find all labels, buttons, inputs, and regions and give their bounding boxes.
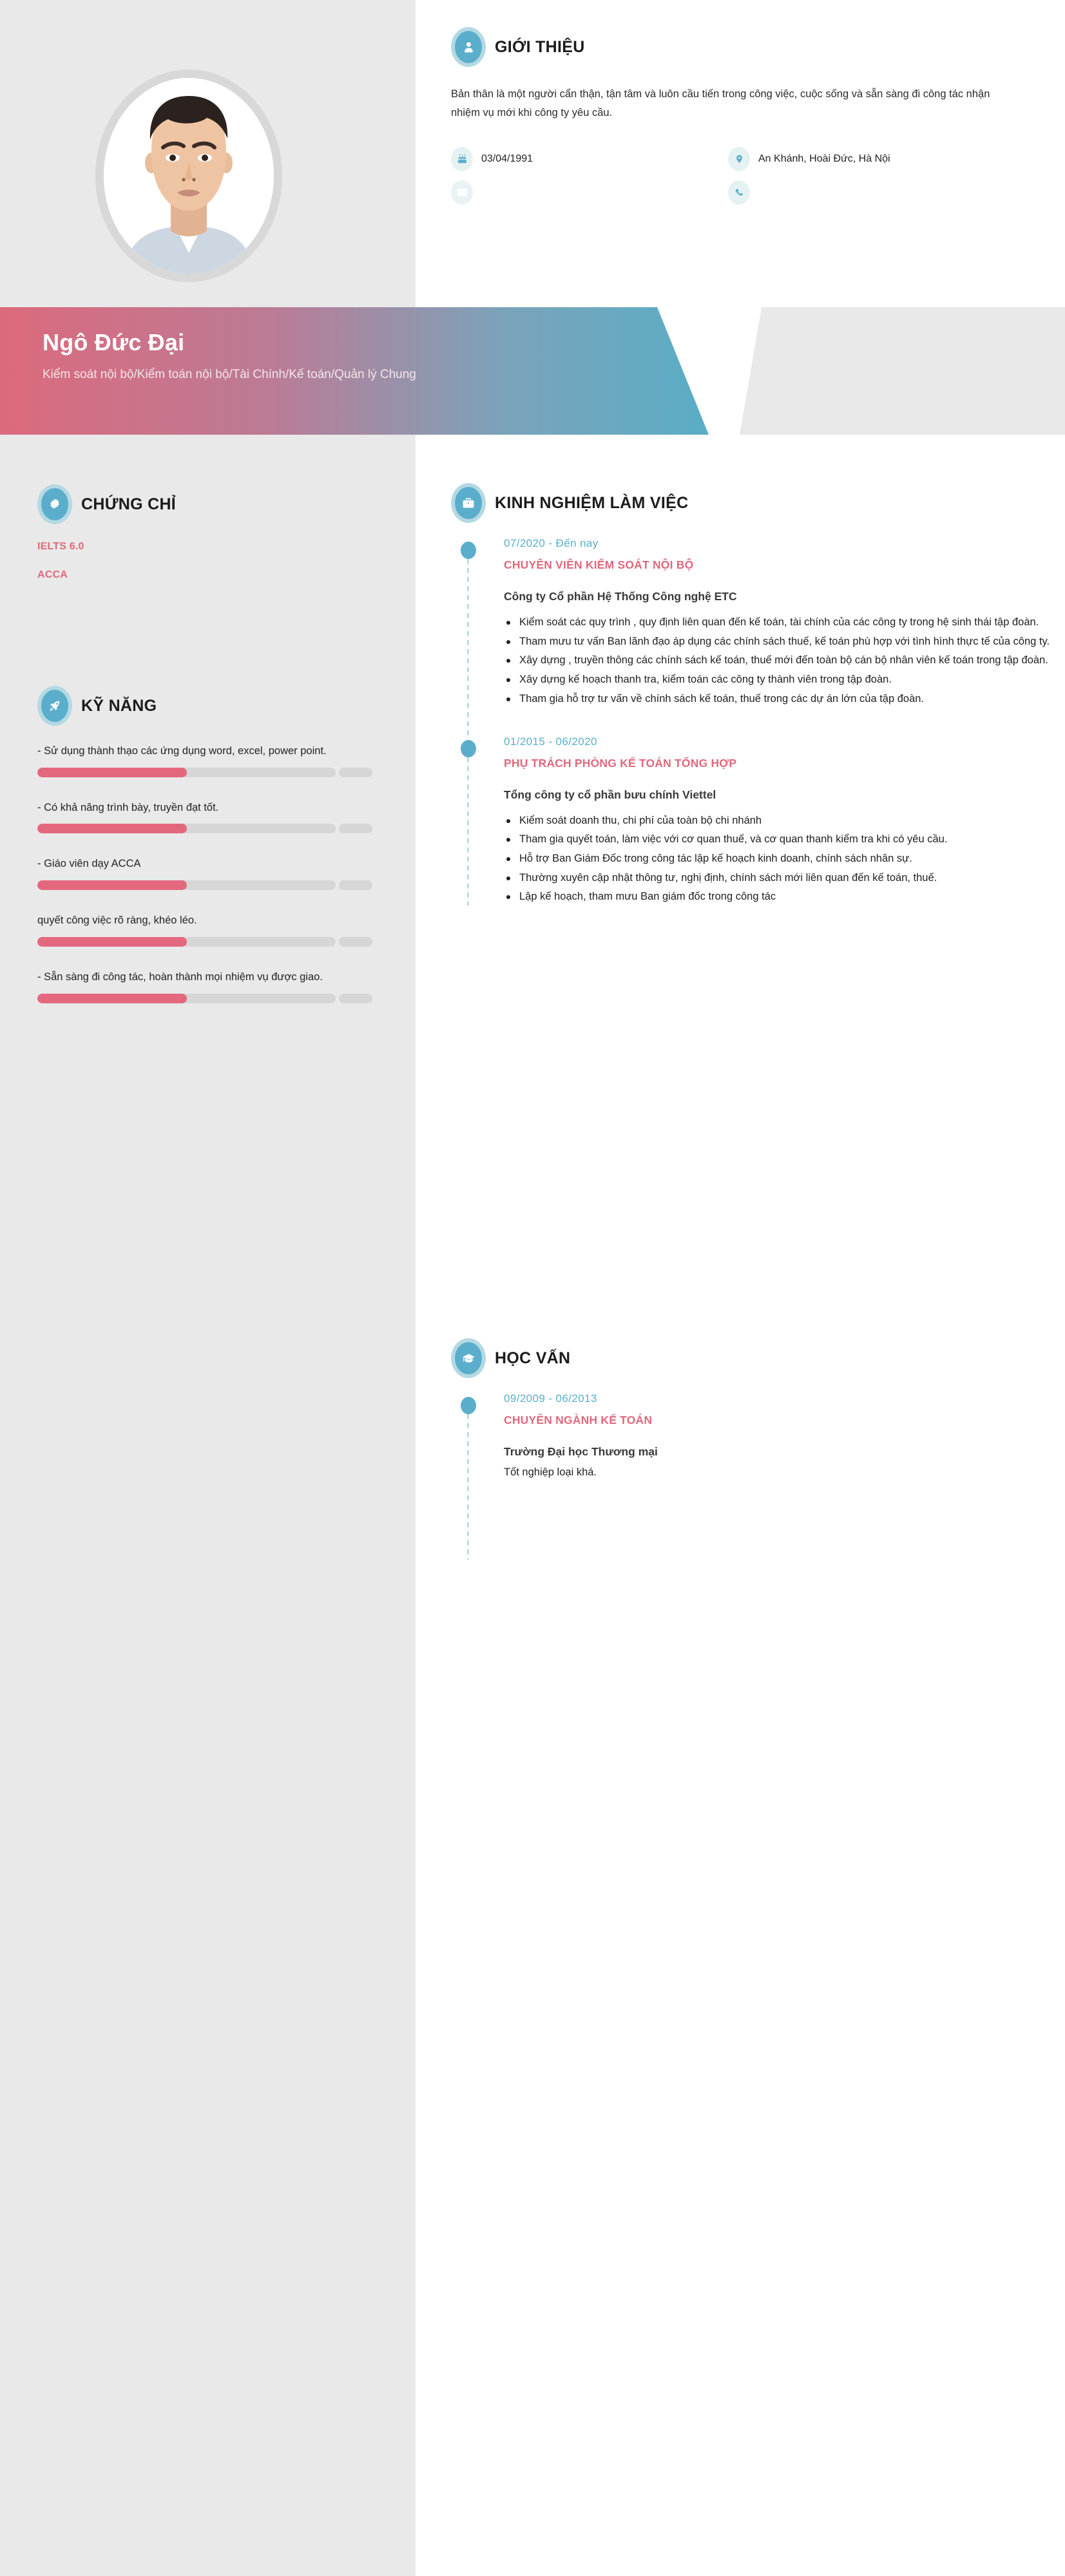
- intro-title: GIỚI THIỆU: [495, 37, 585, 56]
- list-item: IELTS 6.0: [37, 541, 84, 552]
- section-skills: [37, 686, 372, 1025]
- list-item: Kiểm soát doanh thu, chi phí của toàn bộ chi nhánh: [504, 812, 1063, 829]
- email-glyph: [457, 188, 468, 196]
- experience-entry: [451, 537, 1063, 735]
- location-pin-icon: [728, 147, 750, 171]
- skill-bar-tail: [339, 880, 372, 890]
- skill-bar-fill: [37, 937, 187, 947]
- experience-bullets: [504, 614, 1063, 708]
- briefcase-glyph: [462, 497, 475, 509]
- timeline-dot-icon: [461, 1397, 476, 1414]
- graduation-cap-icon: [451, 1338, 486, 1378]
- skill-label: quyết công việc rõ ràng, khéo léo.: [37, 914, 197, 927]
- graduation-cap-icon-inner: [455, 1342, 482, 1374]
- skill-bar: [37, 994, 372, 1003]
- experience-entry: [451, 735, 1063, 906]
- address-value: An Khánh, Hoài Đức, Hà Nội: [758, 153, 890, 164]
- skill-bar-tail: [339, 768, 372, 777]
- experience-header: [451, 483, 1063, 523]
- user-glyph: [462, 40, 475, 55]
- skill-bar-track: [37, 937, 336, 947]
- certificate-badge-icon-inner: [41, 488, 68, 520]
- skill-bar-fill: [37, 994, 187, 1003]
- skill-bar: [37, 937, 372, 947]
- list-item: [37, 799, 372, 834]
- experience-bullets: [504, 812, 1063, 906]
- timeline-line: [467, 559, 469, 735]
- profile-role: Kiểm soát nội bộ/Kiểm toán nội bộ/Tài Chính/Kế toán/Quản lý Chung: [43, 368, 416, 381]
- banner-text-block: [43, 328, 558, 384]
- list-item: Tham mưu tư vấn Ban lãnh đạo áp dụng các chính sách thuế, kế toán phù hợp với tình hình thực tế của công ty.: [504, 633, 1063, 650]
- list-item: Tham gia hỗ trợ tư vấn về chính sách kế toán, thuế trong các dự án lớn của tập đoàn.: [504, 690, 1063, 708]
- experience-org: Công ty Cổ phần Hệ Thống Công nghệ ETC: [504, 590, 737, 603]
- skill-label: - Sử dụng thành thạo các ứng dụng word, excel, power point.: [37, 745, 327, 757]
- skill-bar-track: [37, 824, 336, 833]
- rosette-glyph: [48, 498, 61, 511]
- list-item: [37, 855, 372, 890]
- skill-list: [37, 743, 372, 1003]
- timeline-dot-icon: [461, 542, 476, 559]
- avatar-image: [104, 78, 274, 274]
- skill-bar-fill: [37, 768, 187, 777]
- education-header: [451, 1338, 1063, 1378]
- experience-role: CHUYÊN VIÊN KIỂM SOÁT NỘI BỘ: [504, 558, 694, 571]
- user-icon-inner: [455, 31, 482, 63]
- user-icon: [451, 27, 486, 67]
- list-item: Xây dựng , truyền thông các chính sách kế toán, thuế mới đến toàn bộ cán bộ nhân viên kế toán trong tập đoàn.: [504, 652, 1063, 669]
- list-item: Lập kế hoạch, tham mưu Ban giám đốc trong công tác: [504, 888, 1063, 905]
- timeline-line: [467, 757, 469, 906]
- experience-timeline: [451, 537, 1063, 905]
- experience-org: Tổng công ty cổ phần bưu chính Viettel: [504, 788, 716, 801]
- intro-body: Bản thân là một người cẩn thận, tận tâm và luôn cầu tiến trong công việc, cuộc sống và sẵn sàng đi công tác nhận nhiệm vụ mới khi công ty yêu cầu.: [451, 88, 990, 118]
- experience-title: KINH NGHIỆM LÀM VIỆC: [495, 493, 689, 512]
- timeline-dot-icon: [461, 740, 476, 757]
- certificates-header: [37, 484, 372, 524]
- skill-bar-track: [37, 768, 336, 777]
- list-item: [37, 912, 372, 947]
- experience-role: PHỤ TRÁCH PHÒNG KẾ TOÁN TỔNG HỢP: [504, 756, 737, 770]
- timeline-line: [467, 1414, 469, 1560]
- education-entry: [451, 1392, 1063, 1586]
- skill-bar-tail: [339, 994, 372, 1003]
- skill-label: - Giáo viên dạy ACCA: [37, 858, 141, 870]
- contact-birthday: [451, 147, 728, 171]
- skill-label: - Có khả năng trình bày, truyền đạt tốt.: [37, 801, 219, 813]
- skill-bar-fill: [37, 824, 187, 833]
- cake-glyph: [457, 153, 468, 164]
- rocket-glyph: [48, 699, 61, 712]
- briefcase-icon-inner: [455, 487, 482, 519]
- skill-bar-track: [37, 880, 336, 890]
- experience-date: 07/2020 - Đến nay: [504, 537, 599, 549]
- list-item: Hỗ trợ Ban Giám Đốc trong công tác lập kế hoạch kinh doanh, chính sách nhân sự.: [504, 850, 1063, 867]
- list-item: Thường xuyên cập nhật thông tư, nghị định, chính sách mới liên quan đến kế toán, thuế.: [504, 869, 1063, 887]
- graduation-glyph: [462, 1352, 475, 1365]
- list-item: ACCA: [37, 569, 68, 580]
- section-experience: [451, 483, 1063, 907]
- contact-email: [451, 180, 728, 205]
- skill-bar: [37, 768, 372, 777]
- skill-bar: [37, 880, 372, 890]
- page-title: Ngô Đức Đại: [43, 329, 185, 355]
- list-item: Kiểm soát các quy trình , quy định liên quan đến kế toán, tài chính của các công ty trong hệ sinh thái tập đoàn.: [504, 614, 1063, 631]
- list-item: [37, 743, 372, 777]
- skills-title: KỸ NĂNG: [81, 696, 157, 715]
- skill-bar-fill: [37, 880, 187, 890]
- education-role: CHUYÊN NGÀNH KẾ TOÁN: [504, 1414, 653, 1426]
- rocket-icon: [37, 686, 72, 726]
- section-certificates: [37, 484, 372, 598]
- experience-date: 01/2015 - 06/2020: [504, 735, 597, 748]
- list-item: Tham gia quyết toán, làm việc với cơ quan thuế, và cơ quan thanh kiểm tra khi có yêu cầu.: [504, 831, 1063, 848]
- skill-bar: [37, 824, 372, 833]
- phone-glyph: [734, 187, 744, 198]
- rocket-icon-inner: [41, 690, 68, 722]
- email-icon: [451, 180, 473, 205]
- skills-header: [37, 686, 372, 726]
- education-timeline: [451, 1392, 1063, 1586]
- birthday-value: 03/04/1991: [481, 153, 533, 164]
- contact-phone: [728, 180, 1005, 205]
- contact-address: [728, 147, 1005, 171]
- briefcase-icon: [451, 483, 486, 523]
- portrait-illustration: [104, 78, 274, 274]
- education-date: 09/2009 - 06/2013: [504, 1392, 597, 1405]
- skill-bar-tail: [339, 937, 372, 947]
- intro-header: [451, 27, 1034, 67]
- list-item: Xây dựng kế hoạch thanh tra, kiểm toán các công ty thành viên trong tập đoàn.: [504, 671, 1063, 688]
- phone-icon: [728, 180, 750, 205]
- section-education: [451, 1338, 1063, 1586]
- list-item: [37, 969, 372, 1003]
- certificate-list: [37, 541, 372, 581]
- skill-label: - Sẵn sàng đi công tác, hoàn thành mọi nhiệm vụ được giao.: [37, 971, 323, 983]
- section-intro: [451, 27, 1034, 205]
- certificate-badge-icon: [37, 484, 72, 524]
- contact-list: [451, 147, 1034, 205]
- education-note: Tốt nghiệp loại khá.: [504, 1466, 597, 1478]
- skill-bar-tail: [339, 824, 372, 833]
- education-title: HỌC VẤN: [495, 1349, 571, 1367]
- pin-glyph: [734, 153, 744, 165]
- certificates-title: CHỨNG CHỈ: [81, 495, 177, 513]
- skill-bar-track: [37, 994, 336, 1003]
- name-banner: [0, 307, 709, 435]
- education-org: Trường Đại học Thương mại: [504, 1445, 658, 1458]
- banner-accent-shape: [740, 307, 1065, 435]
- content-overflow-mask: [416, 1293, 1065, 1338]
- avatar: [95, 70, 282, 282]
- birthday-cake-icon: [451, 147, 473, 171]
